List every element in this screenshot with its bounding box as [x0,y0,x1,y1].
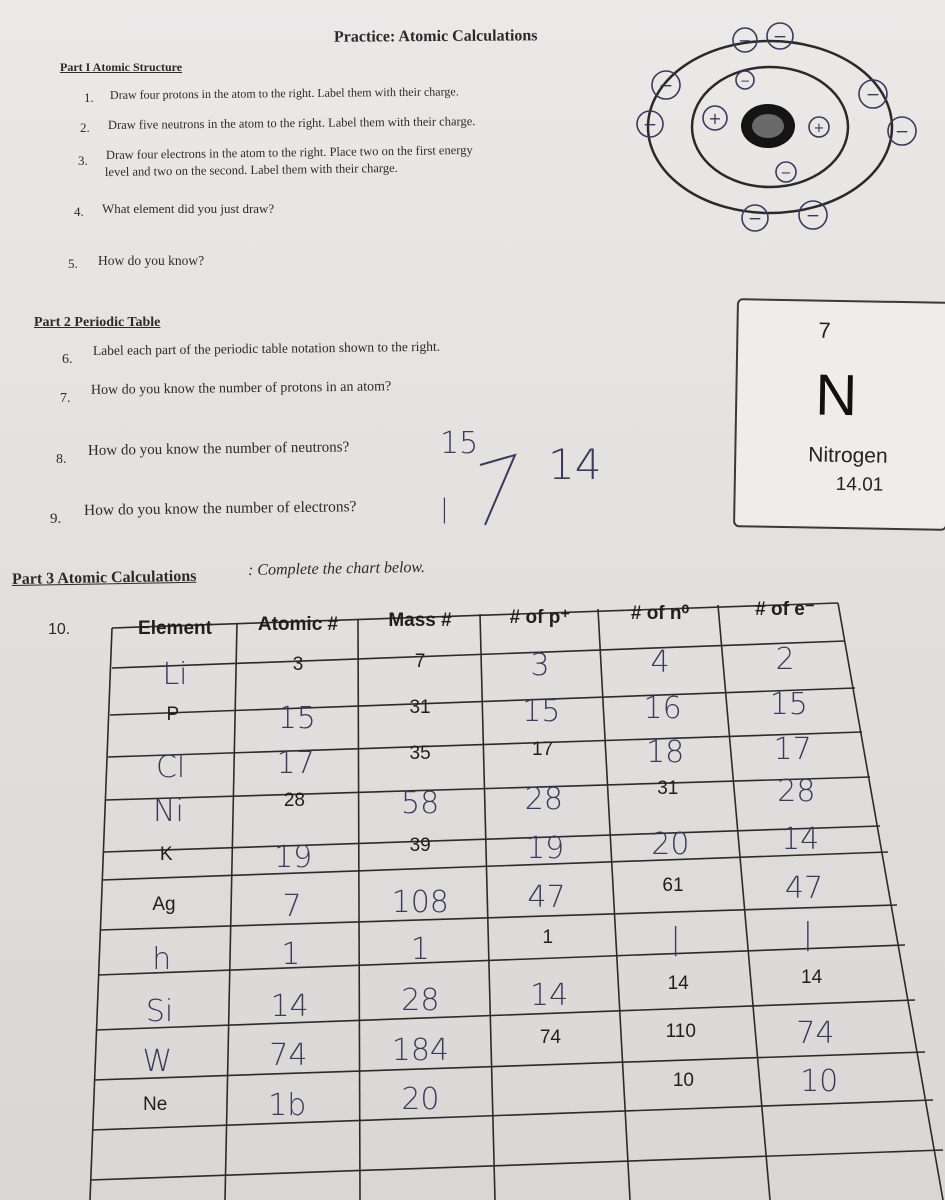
handwritten-bracket-answer: 14 [548,440,602,489]
part2-q8-text: How do you know the number of neutrons? [87,439,350,459]
part1-q4-num: 4. [74,204,84,219]
part1-q1-text: Draw four protons in the atom to the right. Label them with their charge. [109,84,459,102]
table-cell-atomic-number: 1b [268,1088,307,1123]
table-cell-protons: 28 [524,782,563,817]
element-name: Nitrogen [808,443,888,468]
table-cell-protons: 14 [530,978,569,1013]
svg-text:+: + [708,109,722,128]
table-cell-mass-number: 58 [401,786,440,821]
svg-text:−: − [642,115,658,135]
table-cell-element: Ag [152,894,176,915]
svg-text:−: − [865,85,881,105]
svg-text:−: − [805,206,821,226]
page-title: Practice: Atomic Calculations [333,27,538,46]
table-cell-mass-number: 35 [409,742,431,764]
part2-heading: Part 2 Periodic Table [34,315,161,330]
table-header-protons: # of p⁺ [509,607,571,628]
table-cell-neutrons: 14 [667,972,689,994]
table-cell-element: W [142,1044,173,1079]
table-cell-mass-number: 184 [391,1032,450,1068]
table-cell-neutrons: | [670,922,681,957]
table-cell-neutrons: 16 [643,690,682,726]
table-cell-element: Ni [153,794,184,829]
table-cell-neutrons: 18 [646,735,685,771]
table-cell-element: h [152,942,172,977]
table-cell-neutrons: 20 [651,826,690,862]
part1-q1-num: 1. [84,90,94,105]
table-cell-atomic-number: 17 [276,746,315,782]
table-cell-element: Ne [143,1094,168,1115]
table-cell-mass-number: 108 [391,884,449,920]
element-symbol: N [814,362,858,429]
table-cell-mass-number: 28 [401,983,440,1019]
table-cell-electrons: 14 [781,822,820,858]
table-cell-protons: 1 [542,927,554,948]
part2-q6-num: 6. [62,352,73,367]
table-cell-atomic-number: 1 [281,937,301,972]
part1-q4-text: What element did you just draw? [102,201,275,216]
part1-q5-num: 5. [68,256,78,271]
table-cell-neutrons: 10 [672,1070,694,1091]
table-cell-atomic-number: 3 [292,654,304,675]
table-cell-protons: 3 [530,648,550,683]
table-cell-electrons: 74 [796,1015,835,1051]
table-cell-element: Cl [155,750,186,785]
table-cell-mass-number: 1 [410,932,430,967]
table-cell-electrons: 47 [784,870,824,906]
table-cell-atomic-number: 14 [270,988,309,1024]
element-atomic-number: 7 [818,317,831,343]
element-atomic-mass: 14.01 [835,473,884,496]
part2-q9-text: How do you know the number of electrons? [83,498,357,519]
table-cell-neutrons: 4 [650,645,670,680]
handwritten-neutrons-answer: 15 [440,426,479,461]
table-cell-neutrons: 61 [662,875,684,897]
table-cell-protons: 17 [532,739,554,760]
table-cell-atomic-number: 15 [277,700,316,736]
part1-q2-text: Draw five neutrons in the atom to the right. Label them with their charge. [107,114,476,132]
table-cell-element: P [166,704,180,725]
table-cell-atomic-number: 7 [282,889,302,925]
svg-text:+: + [813,121,825,136]
table-cell-mass-number: 39 [409,835,431,857]
svg-text:−: − [747,209,763,229]
table-cell-electrons: 15 [769,687,808,723]
part2-q9-num: 9. [50,511,62,527]
table-cell-electrons: | [802,917,813,952]
table-cell-mass-number: 7 [414,651,426,672]
table-cell-atomic-number: 74 [269,1038,308,1074]
part1-q2-num: 2. [80,120,90,135]
part1-q3-text: Draw four electrons in the atom to the right. Place two on the first energy [105,142,473,162]
table-cell-neutrons: 31 [657,778,679,799]
part2-q7-text: How do you know the number of protons in an atom? [90,379,392,398]
table-cell-electrons: 17 [773,731,812,767]
table-cell-mass-number: 20 [401,1082,440,1117]
table-cell-element: Li [162,657,188,692]
part1-q3-num: 3. [78,153,88,168]
table-header-atomic-number: Atomic # [257,614,339,635]
table-cell-protons: 47 [527,880,566,915]
table-header-element: Element [138,618,212,639]
svg-text:−: − [658,76,674,96]
table-cell-mass-number: 31 [409,697,431,719]
table-cell-element: Si [145,994,174,1029]
table-cell-neutrons: 110 [665,1021,696,1043]
table-header-mass-number: Mass # [388,610,452,631]
svg-text:−: − [738,31,752,50]
part3-question-num: 10. [48,621,71,638]
table-header-electrons: # of e⁻ [755,599,815,620]
part1-q5-text: How do you know? [98,253,205,268]
table-cell-protons: 19 [526,831,565,866]
part3-instruction: : Complete the chart below. [247,558,426,579]
svg-text:−: − [772,27,788,47]
part1-heading: Part I Atomic Structure [60,60,183,74]
part2-q6-text: Label each part of the periodic table notation shown to the right. [92,338,441,358]
part1-q3-text-cont: level and two on the second. Label them with their charge. [104,160,398,179]
table-cell-electrons: 2 [775,642,795,677]
svg-text:−: − [894,122,910,142]
handwritten-electrons-answer: | [440,494,449,524]
table-cell-element: K [159,844,173,865]
part3-heading: Part 3 Atomic Calculations [11,567,197,588]
table-cell-electrons: 14 [801,967,823,989]
table-cell-protons: 74 [539,1027,561,1048]
table-header-neutrons: # of n⁰ [630,603,690,624]
table-cell-electrons: 10 [800,1064,839,1099]
table-cell-atomic-number: 19 [274,839,313,875]
table-cell-atomic-number: 28 [283,790,305,811]
part2-q7-num: 7. [60,391,71,406]
svg-text:−: − [739,74,751,88]
table-cell-protons: 15 [522,694,561,729]
svg-text:−: − [780,166,792,181]
part2-q8-num: 8. [56,452,67,467]
table-cell-electrons: 28 [777,774,816,809]
